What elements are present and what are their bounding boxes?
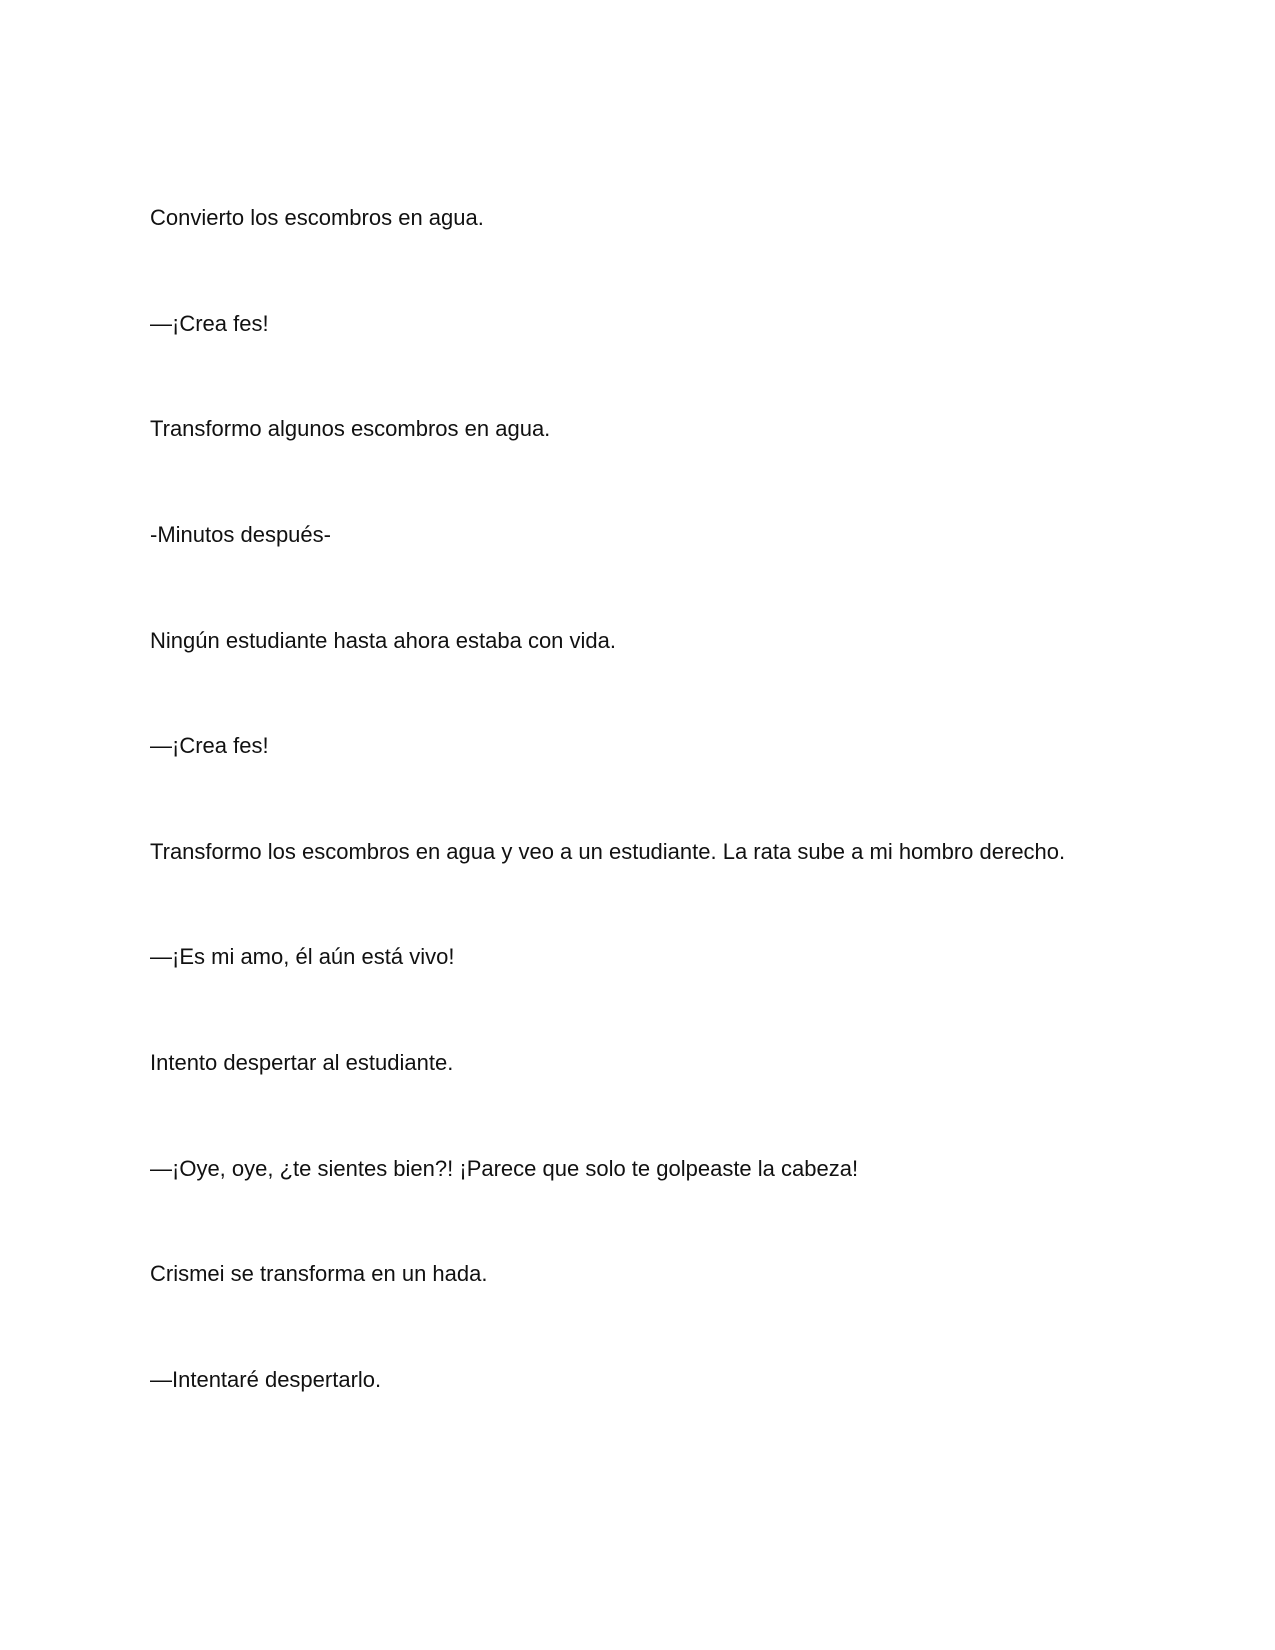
- paragraph-narration: Crismei se transforma en un hada.: [150, 1261, 488, 1286]
- paragraph-narration: Ningún estudiante hasta ahora estaba con vida.: [150, 628, 616, 653]
- paragraph-narration: Transformo algunos escombros en agua.: [150, 416, 551, 441]
- paragraph-dialogue: —¡Crea fes!: [150, 733, 269, 758]
- paragraph-narration: Intento despertar al estudiante.: [150, 1050, 454, 1075]
- scene-break: -Minutos después-: [150, 522, 331, 547]
- paragraph-dialogue: —¡Crea fes!: [150, 311, 269, 336]
- paragraph-narration: Transformo los escombros en agua y veo a un estudiante. La rata sube a mi hombro derecho.: [150, 839, 1066, 864]
- paragraph-dialogue: —¡Es mi amo, él aún está vivo!: [150, 944, 455, 969]
- paragraph-dialogue: —Intentaré despertarlo.: [150, 1367, 382, 1392]
- paragraph-narration: Convierto los escombros en agua.: [150, 205, 484, 230]
- paragraph-dialogue: —¡Oye, oye, ¿te sientes bien?! ¡Parece que solo te golpeaste la cabeza!: [150, 1156, 859, 1181]
